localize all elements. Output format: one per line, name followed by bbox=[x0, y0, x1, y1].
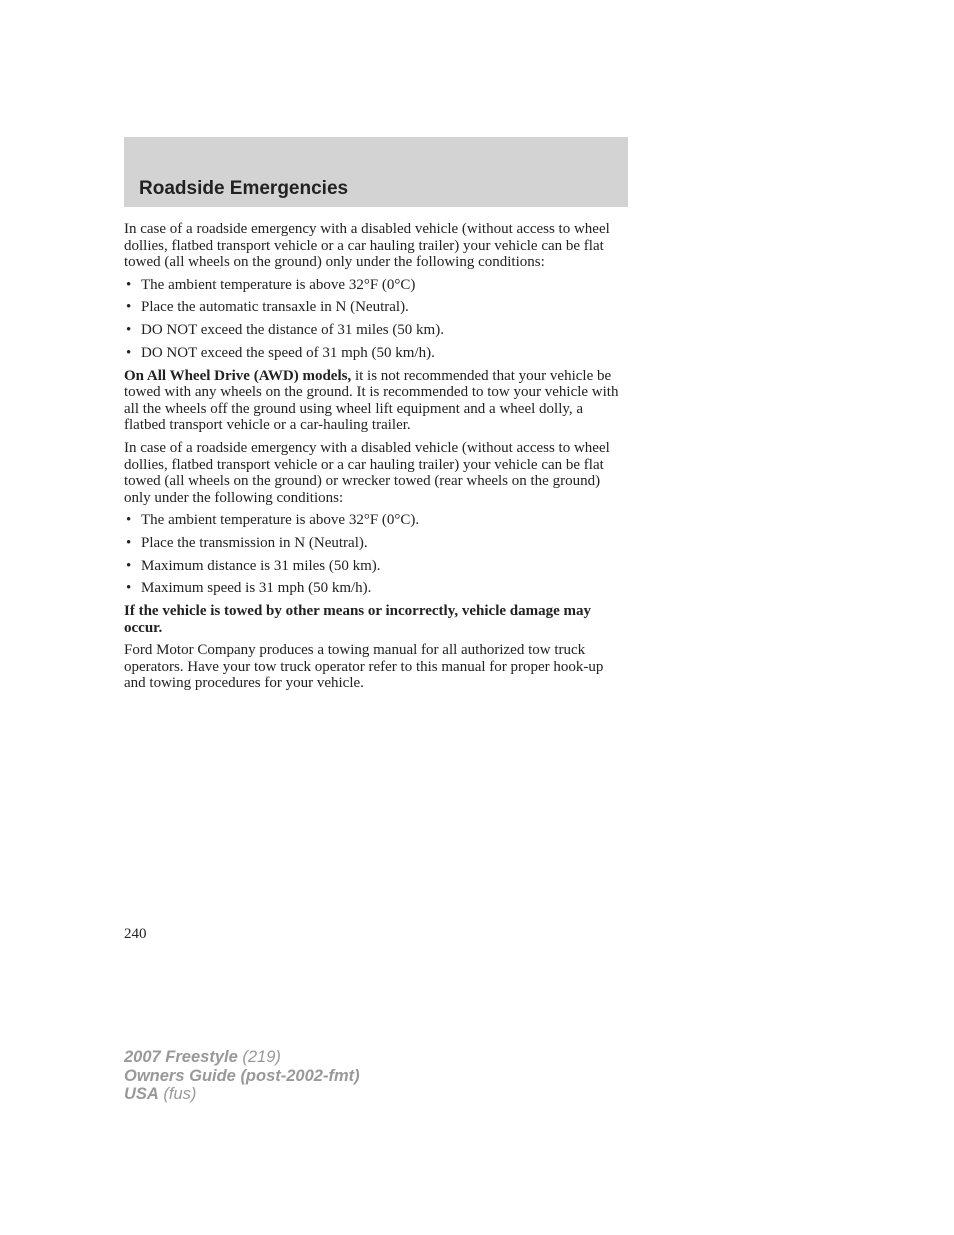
towing-manual-paragraph: Ford Motor Company produces a towing manual for all authorized tow truck operators. Have your tow truck operator refer to this manual for proper hook-up and towing procedures for your vehicle. bbox=[124, 642, 604, 692]
list-item-text: Place the automatic transaxle in N (Neutral). bbox=[141, 299, 409, 316]
list-item-text: Maximum distance is 31 miles (50 km). bbox=[141, 557, 381, 574]
document-footer bbox=[124, 1048, 360, 1104]
section-header-band bbox=[124, 137, 628, 207]
wrecker-tow-conditions-list bbox=[124, 512, 624, 597]
footer-line-market bbox=[124, 1085, 360, 1104]
list-item bbox=[124, 299, 624, 316]
awd-text: it is not recommended that your vehicle be towed with any wheels on the ground. It is recommended to tow your vehicle with all the wheels off the ground using wheel lift equipment and a wheel dolly, a flatbed transport vehicle or a car-hauling trailer. bbox=[124, 367, 619, 434]
page-number: 240 bbox=[124, 926, 147, 942]
list-item-text: Maximum speed is 31 mph (50 km/h). bbox=[141, 580, 372, 597]
list-item-text: DO NOT exceed the speed of 31 mph (50 km/h). bbox=[141, 344, 435, 361]
awd-lead-in: On All Wheel Drive (AWD) models, bbox=[124, 367, 352, 384]
list-item bbox=[124, 277, 624, 294]
warning-text: If the vehicle is towed by other means or incorrectly, vehicle damage may occur. bbox=[124, 603, 592, 636]
list-item bbox=[124, 512, 624, 529]
section-title: Roadside Emergencies bbox=[139, 178, 349, 199]
list-item bbox=[124, 558, 624, 575]
warning-paragraph bbox=[124, 603, 624, 636]
list-item bbox=[124, 345, 624, 362]
bullet-icon: • bbox=[126, 276, 132, 293]
footer-line-guide bbox=[124, 1067, 360, 1086]
bullet-icon: • bbox=[126, 580, 132, 597]
footer-model: 2007 Freestyle bbox=[124, 1048, 238, 1066]
bullet-icon: • bbox=[126, 557, 132, 574]
list-item-text: DO NOT exceed the distance of 31 miles (50 km). bbox=[141, 322, 444, 339]
footer-market-code: (fus) bbox=[158, 1085, 197, 1103]
page-content bbox=[124, 221, 624, 698]
footer-guide: Owners Guide (post-2002-fmt) bbox=[124, 1066, 360, 1085]
footer-market: USA bbox=[124, 1085, 159, 1103]
awd-paragraph bbox=[124, 368, 624, 434]
list-item bbox=[124, 322, 624, 339]
bullet-icon: • bbox=[126, 534, 132, 551]
list-item bbox=[124, 580, 624, 597]
bullet-icon: • bbox=[126, 344, 132, 361]
list-item-text: The ambient temperature is above 32°F (0°C). bbox=[141, 512, 420, 529]
bullet-icon: • bbox=[126, 512, 132, 529]
footer-model-code: (219) bbox=[237, 1048, 281, 1066]
list-item-text: The ambient temperature is above 32°F (0°C) bbox=[141, 276, 416, 293]
bullet-icon: • bbox=[126, 322, 132, 339]
list-item-text: Place the transmission in N (Neutral). bbox=[141, 534, 368, 551]
flat-tow-conditions-list bbox=[124, 277, 624, 362]
wrecker-tow-paragraph: In case of a roadside emergency with a disabled vehicle (without access to wheel dollies, flatbed transport vehicle or a car hauling trailer) your vehicle can be flat towed (all wheels on the ground) or wrecker towed (rear wheels on the ground) only under the following conditions: bbox=[124, 439, 610, 506]
list-item bbox=[124, 535, 624, 552]
bullet-icon: • bbox=[126, 299, 132, 316]
footer-line-model bbox=[124, 1048, 360, 1067]
intro-paragraph: In case of a roadside emergency with a disabled vehicle (without access to wheel dollies, flatbed transport vehicle or a car hauling trailer) your vehicle can be flat towed (all wheels on the ground) only under the following conditions: bbox=[124, 221, 610, 271]
